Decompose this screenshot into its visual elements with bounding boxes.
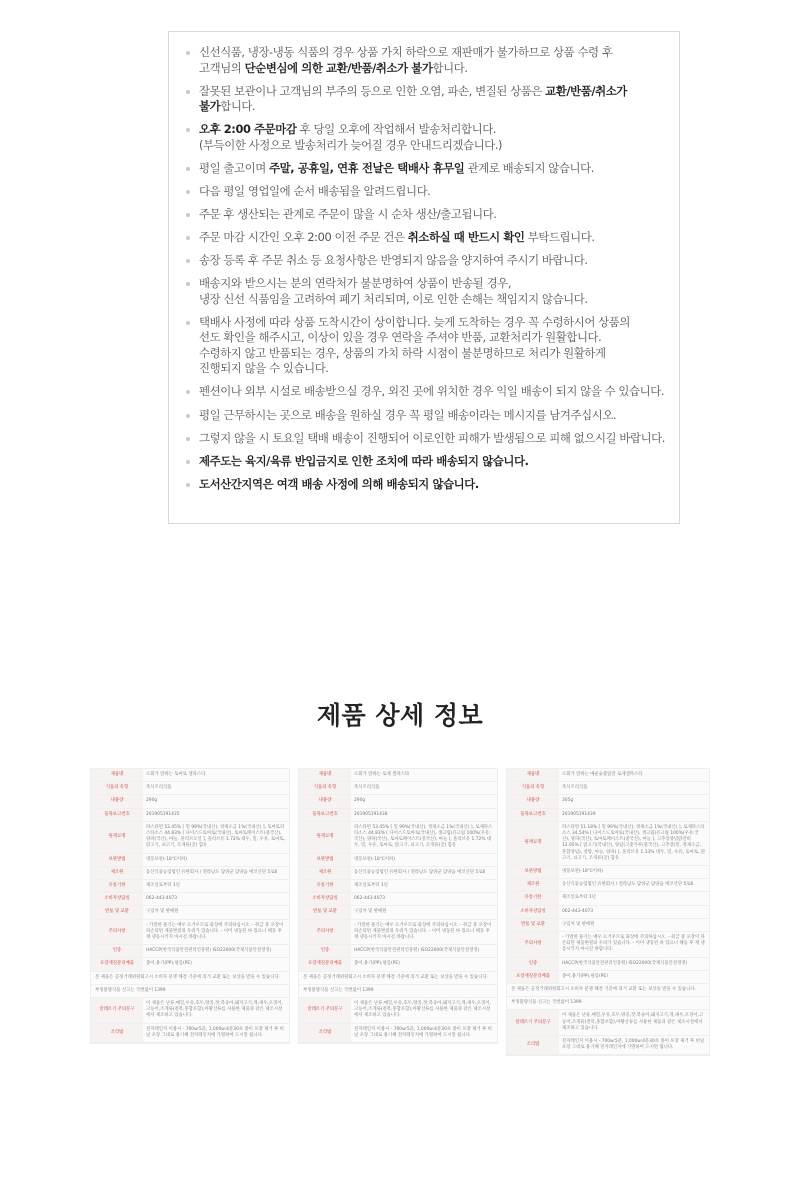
- table-label: 주의사항: [91, 919, 143, 945]
- table-value: 소회가 말하는 로제 셀파스타: [351, 769, 497, 782]
- notice-text: 주문 마감 시간인 오후 2:00 이전 주문 건은: [199, 230, 408, 245]
- product-table-rose: [298, 768, 498, 1044]
- table-value: 종이,용기(PP),필름(PE): [143, 958, 289, 971]
- table-value: 제조일로부터 1년: [559, 892, 709, 905]
- notice-text: 관계로 배송되지 않습니다.: [464, 160, 594, 175]
- table-row: [507, 957, 709, 970]
- table-label: 원재료명: [299, 821, 351, 853]
- table-label: 알레르기 주의문구: [91, 998, 143, 1024]
- table-label: 제품명: [507, 769, 559, 782]
- table-note: 본 제품은 공정거래위원회고시 소비자 분쟁 해결 기준에 의거 교환 또는 보상을 받을 수 있습니다.: [507, 984, 709, 997]
- table-label: 보관방법: [299, 853, 351, 866]
- table-row: [91, 795, 289, 808]
- table-row: [507, 970, 709, 983]
- product-info-tables: [90, 768, 710, 1173]
- table-note: 부정불량식품 신고는 국번없이 1399: [299, 984, 497, 997]
- notice-list: [183, 45, 665, 492]
- table-label: 포장재질분리배출: [299, 958, 351, 971]
- table-value: 이 제품은 난류,메밀,우유,호두,땅콩,잣,복숭아,돼지고기,게,새우,오징어,고등어,조개류(전복,홍합포함),아황산류를 사용한 제품과 같은 제조시설에서 제조하고 있습니다.: [559, 1010, 709, 1036]
- table-note: 본 제품은 공정거래위원회고시 소비자 분쟁 해결 기준에 의거 교환 또는 보상을 받을 수 있습니다.: [299, 971, 497, 984]
- table-value: 이 제품은 난류,메밀,우유,호두,땅콩,잣,복숭아,돼지고기,게,새우,오징어,고등어,조개류(전복,홍합포함),아황산류를 사용한 제품과 같은 제조시설에서 제조하고 있습니다.: [351, 998, 497, 1024]
- table-row: [507, 1036, 709, 1055]
- table-value: 소회가 말하는 토마토 셀파스타: [143, 769, 289, 782]
- table-row: [507, 866, 709, 879]
- table-row: [299, 782, 497, 795]
- notice-text: 냉장 신선 식품임을 고려하여 폐기 처리되며, 이로 인한 손해는 책임지지 않습니다.: [199, 291, 588, 306]
- table-row: [91, 945, 289, 958]
- table-row: [299, 1023, 497, 1042]
- table-value: 동산식품농업법인 유한회사 / 전라남도 담양군 담양읍 에코산단 5로6: [351, 866, 497, 879]
- notice-text: 평일 출고이며: [199, 160, 270, 175]
- table-label: 인증: [507, 957, 559, 970]
- table-label: 포장재질분리배출: [91, 958, 143, 971]
- notice-line: [199, 330, 665, 346]
- notice-text: 수령하지 않고 반품되는 경우, 상품의 가치 하락 시점이 불분명하므로 처리가 원활하게: [199, 345, 606, 360]
- notice-item: [183, 84, 665, 115]
- notice-emphasis: 불가: [199, 99, 221, 114]
- table-label: 제품명: [299, 769, 351, 782]
- notice-line: [199, 230, 665, 246]
- notice-item: [183, 122, 665, 153]
- table-row: [91, 893, 289, 906]
- table-row: [507, 932, 709, 958]
- table-value: - 가열한 용기는 매우 뜨거우므로 화상에 주의하십시오. - 취급 중 포장이 파손되면 제품변질의 우려가 있습니다. - 이미 냉동된 바 있으니 해동 후 재 냉동시키지 마시길 바랍니다.: [351, 919, 497, 945]
- table-label: 품목보고번호: [299, 808, 351, 821]
- notice-emphasis: 제주도는 육지/육류 반입금지로 인한 조치에 따라 배송되지 않습니다.: [199, 453, 529, 468]
- notice-text: 합니다.: [432, 60, 468, 75]
- notice-item: [183, 230, 665, 246]
- table-row: [299, 919, 497, 945]
- notice-line: [199, 431, 665, 447]
- table-label: 소비자상담실: [507, 905, 559, 918]
- notice-emphasis: 오후 2:00 주문마감: [199, 122, 297, 137]
- notice-text: 평일 근무하시는 곳으로 배송을 원하실 경우 꼭 평일 배송이라는 메시지를 남겨주십시오.: [199, 407, 617, 422]
- notice-text: 신선식품, 냉장-냉동 식품의 경우 상품 가치 하락으로 재판매가 불가하므로 상품 수령 후: [199, 45, 613, 59]
- table-value: HACCP(한국식품안전관리인증원) ISO22000(국제식품안전경영): [559, 957, 709, 970]
- table-value: 전자레인지 이용시 - 700w:5분, 1,000w:4분30초 종이 포장 제거 후 비닐 포장 그대로 용기째 전자레인지에 가열하여 드시면 됩니다.: [559, 1036, 709, 1055]
- notice-line: [199, 161, 665, 177]
- table-row: [91, 919, 289, 945]
- table-label: 인증: [91, 945, 143, 958]
- table-label: 알레르기 주의문구: [507, 1010, 559, 1036]
- notice-line: [199, 184, 665, 200]
- table-label: 보관방법: [507, 866, 559, 879]
- table-row: [299, 866, 497, 879]
- table-label: 인증: [299, 945, 351, 958]
- notice-text: 송장 등록 후 주문 취소 등 요청사항은 반영되지 않음을 양지하여 주시기 바랍니다.: [199, 253, 588, 268]
- notice-line: [199, 99, 665, 115]
- notice-line: [199, 361, 665, 377]
- table-label: 주의사항: [507, 932, 559, 958]
- product-table-tomato: [90, 768, 290, 1044]
- notice-text: 배송지와 받으시는 분의 연락처가 불분명하여 상품이 반송될 경우,: [199, 276, 512, 291]
- notice-text: 다음 평일 영업일에 순서 배송됨을 알려드립니다.: [199, 183, 431, 198]
- table-note: 본 제품은 공정거래위원회고시 소비자 분쟁 해결 기준에 의거 교환 또는 보상을 받을 수 있습니다.: [91, 971, 289, 984]
- table-label: 제조원: [299, 866, 351, 879]
- table-row: [507, 808, 709, 821]
- table-label: 식품의 유형: [91, 782, 143, 795]
- table-label: 소비자상담실: [91, 893, 143, 906]
- table-row: [299, 853, 497, 866]
- notice-text: 잘못된 보관이나 고객님의 부주의 등으로 인한 오염, 파손, 변질된 상품은: [199, 83, 546, 98]
- notice-line: [199, 454, 665, 470]
- table-value: 동산식품농업법인 유한회사 / 전라남도 담양군 담양읍 에코산단 5로6: [143, 866, 289, 879]
- table-row: [91, 821, 289, 853]
- table-value: 제조일로부터 1년: [143, 880, 289, 893]
- section-title: 제품 상세 정보: [316, 701, 484, 730]
- table-row: [91, 1023, 289, 1042]
- table-row: [299, 795, 497, 808]
- table-label: 품목보고번호: [507, 808, 559, 821]
- table-row: [91, 971, 289, 984]
- table-row: [91, 866, 289, 879]
- table-row: [299, 998, 497, 1024]
- notice-emphasis: 단순변심에 의한 교환/반품/취소가 불가: [244, 60, 433, 75]
- table-value: 290g: [351, 795, 497, 808]
- table-row: [91, 958, 289, 971]
- table-row: [507, 984, 709, 997]
- table-value: 즉석조리식품: [143, 782, 289, 795]
- table-value: 파스타면 53.45% [ 밀 99%(국내산), 정제소금 1%(국내산) ], 토마토파스타소스 44.83% [ 다이스드토마토(국내산), 토마토페이스트(중국산), 양파(국산), 마늘, 올리브오일 ], 올리브유 1.72% 대두, 밀, 우유, 토마토, 닭고기, 쇠고기, 조개류(굴) 함유: [143, 821, 289, 853]
- table-row: [91, 906, 289, 919]
- table-label: 원재료명: [507, 821, 559, 865]
- table-value: 즉석조리식품: [559, 782, 709, 795]
- notice-item: [183, 276, 665, 307]
- table-value: HACCP(한국식품안전관리인증원) ISO22000(국제식품안전경영): [143, 945, 289, 958]
- table-row: [507, 769, 709, 782]
- table-row: [299, 808, 497, 821]
- table-row: [299, 906, 497, 919]
- table-value: 201905191439: [559, 808, 709, 821]
- notice-line: [199, 253, 665, 269]
- table-value: 즉석조리식품: [351, 782, 497, 795]
- table-value: 냉동보관(-18℃이하): [351, 853, 497, 866]
- table-value: 전자레인지 이용시 - 700w:5분, 1,000w:4분30초 종이 포장 제거 후 비닐 포장 그대로 용기째 전자레인지에 가열하여 드시면 됩니다.: [351, 1023, 497, 1042]
- table-value: 냉동보관(-18℃이하): [143, 853, 289, 866]
- table-row: [91, 769, 289, 782]
- notice-text: 후 당일 오후에 작업해서 발송처리합니다.: [296, 122, 497, 137]
- notice-line: [199, 84, 665, 100]
- notice-line: [199, 276, 665, 292]
- table-value: 동산식품농업법인 유한회사 / 전라남도 담양군 담양읍 에코산단 5로6: [559, 879, 709, 892]
- table-label: 제조원: [91, 866, 143, 879]
- table-row: [299, 958, 497, 971]
- table-row: [299, 945, 497, 958]
- table-label: 식품의 유형: [299, 782, 351, 795]
- shipping-notice-box: [168, 31, 680, 524]
- notice-emphasis: 주말, 공휴일, 연휴 전날은 택배사 휴무일: [269, 160, 465, 175]
- table-value: 구입처 및 판매원: [559, 918, 709, 931]
- table-row: [91, 782, 289, 795]
- table-value: 구입처 및 판매원: [143, 906, 289, 919]
- table-value: 062-443-4073: [559, 905, 709, 918]
- table-label: 제조원: [507, 879, 559, 892]
- table-row: [91, 853, 289, 866]
- notice-line: [199, 207, 665, 223]
- table-value: 구입처 및 판매원: [351, 906, 497, 919]
- table-row: [299, 769, 497, 782]
- notice-line: [199, 292, 665, 308]
- table-row: [507, 905, 709, 918]
- table-value: 062-443-4073: [143, 893, 289, 906]
- table-value: 냉동보관(-18℃이하): [559, 866, 709, 879]
- notice-text: 펜션이나 외부 시설로 배송받으실 경우, 외진 곳에 위치한 경우 익일 배송이 되지 않을 수 있습니다.: [199, 384, 665, 399]
- notice-text: (부득이한 사정으로 발송처리가 늦어질 경우 안내드리겠습니다.): [199, 137, 503, 152]
- table-value: HACCP(한국식품안전관리인증원) ISO22000(국제식품안전경영): [351, 945, 497, 958]
- table-label: 알레르기 주의문구: [299, 998, 351, 1024]
- table-value: 종이,용기(PP),필름(PE): [351, 958, 497, 971]
- table-label: 원재료명: [91, 821, 143, 853]
- table-label: 내용량: [507, 795, 559, 808]
- table-value: 290g: [143, 795, 289, 808]
- table-row: [507, 821, 709, 865]
- table-row: [507, 879, 709, 892]
- table-label: 유통기한: [91, 880, 143, 893]
- table-value: 제조일로부터 1년: [351, 880, 497, 893]
- table-value: 305g: [559, 795, 709, 808]
- table-note: 부정불량식품 신고는 국번없이 1399: [507, 997, 709, 1010]
- table-value: 소회가 말하는 매운숯불닭갈 로제셀파스타: [559, 769, 709, 782]
- table-label: 반품 및 교환: [91, 906, 143, 919]
- table-row: [507, 997, 709, 1010]
- notice-item: [183, 184, 665, 200]
- table-value: 이 제품은 난류,메밀,우유,호두,땅콩,잣,복숭아,돼지고기,게,새우,오징어,고등어,조개류(전복,홍합포함),아황산류를 사용한 제품과 같은 제조시설에서 제조하고 있습니다.: [143, 998, 289, 1024]
- table-label: 소비자상담실: [299, 893, 351, 906]
- table-value: - 가열한 용기는 매우 뜨거우므로 화상에 주의하십시오. - 취급 중 포장이 파손되면 제품변질의 우려가 있습니다. - 이미 냉동된 바 있으니 해동 후 재 냉동시키지 마시길 바랍니다.: [559, 932, 709, 958]
- table-row: [507, 1010, 709, 1036]
- notice-item: [183, 161, 665, 177]
- notice-line: [199, 61, 665, 77]
- table-label: 주의사항: [299, 919, 351, 945]
- product-table-spicy-chicken-rose: [506, 768, 710, 1056]
- notice-item: [183, 408, 665, 424]
- table-row: [91, 998, 289, 1024]
- notice-text: 선도 확인을 해주시고, 이상이 있을 경우 연락을 주셔야 반품, 교환처리가 원활합니다.: [199, 330, 602, 345]
- notice-text: 주문 후 생산되는 관계로 주문이 많을 시 순차 생산/출고됩니다.: [199, 206, 497, 221]
- table-label: 식품의 유형: [507, 782, 559, 795]
- table-row: [299, 971, 497, 984]
- notice-text: 합니다.: [220, 99, 256, 114]
- table-label: 유통기한: [507, 892, 559, 905]
- notice-emphasis: 교환/반품/취소가: [545, 83, 627, 98]
- table-row: [507, 918, 709, 931]
- table-row: [299, 821, 497, 853]
- notice-line: [199, 138, 665, 154]
- table-label: 보관방법: [91, 853, 143, 866]
- table-label: 내용량: [91, 795, 143, 808]
- table-value: 전자레인지 이용시 - 700w:5분, 1,000w:4분30초 종이 포장 제거 후 비닐 포장 그대로 용기째 전자레인지에 가열하여 드시면 됩니다.: [143, 1023, 289, 1042]
- table-label: 반품 및 교환: [299, 906, 351, 919]
- notice-item: [183, 454, 665, 470]
- table-label: 품목보고번호: [91, 808, 143, 821]
- table-label: 조리법: [299, 1023, 351, 1042]
- notice-line: [199, 122, 665, 138]
- notice-text: 택배사 사정에 따라 상품 도착시간이 상이합니다. 늦게 도착하는 경우 꼭 수령하시어 상품의: [199, 314, 630, 329]
- notice-item: [183, 431, 665, 447]
- notice-line: [199, 346, 665, 362]
- table-row: [507, 795, 709, 808]
- table-row: [299, 880, 497, 893]
- table-row: [299, 984, 497, 997]
- table-value: - 가열한 용기는 매우 뜨거우므로 화상에 주의하십시오. - 취급 중 포장이 파손되면 제품변질의 우려가 있습니다. - 이미 냉동된 바 있으니 해동 후 재 냉동시키지 마시길 바랍니다.: [143, 919, 289, 945]
- table-label: 제품명: [91, 769, 143, 782]
- table-label: 내용량: [299, 795, 351, 808]
- table-label: 조리법: [507, 1036, 559, 1055]
- notice-item: [183, 315, 665, 377]
- table-label: 유통기한: [299, 880, 351, 893]
- notice-line: [199, 45, 665, 61]
- notice-text: 부탁드립니다.: [524, 230, 595, 245]
- table-value: 파스타면 53.45% [ 밀 99%(국내산), 정제소금 1%(국내산) ], 로제파스타소스 44.83% [ 다이스드토마토(국내산), 생크림(유크림 100%(우유:국산), 양파(국산), 토마토페이스트(중국산), 마늘 ], 올리브유 1.72% 대두, 밀, 우유, 토마토, 닭고기, 쇠고기, 조개류(굴) 함유: [351, 821, 497, 853]
- table-label: 반품 및 교환: [507, 918, 559, 931]
- notice-text: 진행되지 않을 수 있습니다.: [199, 361, 329, 376]
- table-value: 201905191438: [351, 808, 497, 821]
- notice-line: [199, 477, 665, 493]
- notice-emphasis: 취소하실 때 반드시 확인: [407, 230, 525, 245]
- table-value: 201905191435: [143, 808, 289, 821]
- table-value: 062-443-4073: [351, 893, 497, 906]
- table-note: 부정불량식품 신고는 국번없이 1399: [91, 984, 289, 997]
- notice-item: [183, 207, 665, 223]
- table-row: [299, 893, 497, 906]
- table-row: [91, 808, 289, 821]
- table-row: [91, 984, 289, 997]
- notice-item: [183, 477, 665, 493]
- notice-emphasis: 도서산간지역은 여객 배송 사정에 의해 배송되지 않습니다.: [199, 476, 479, 491]
- table-value: 파스타면 51.18% [ 밀 99%(국내산), 정제소금 1%(국내산) ], 로제파스타소스 34.54% [ 다이스드토마토(국내산), 생크림(유크림 100%(우유:국산), 양파(국산), 토마토페이스트(중국산), 마늘 ], 고추장양념닭갈비 12.95% [ 닭고기(국내산), 양념(고춧가루(중국산), 고추장(밀, 정제소금, 혼합양념), 설탕, 마늘, 양파) ], 올리브유 1.33% 대두, 밀, 우유, 토마토, 닭고기, 쇠고기, 조개류(굴) 함유: [559, 821, 709, 865]
- table-label: 조리법: [91, 1023, 143, 1042]
- notice-item: [183, 45, 665, 76]
- notice-item: [183, 253, 665, 269]
- notice-line: [199, 408, 665, 424]
- notice-line: [199, 315, 665, 331]
- table-value: 종이,용기(PP),필름(PE): [559, 970, 709, 983]
- notice-text: 그렇지 않을 시 토요일 택배 배송이 진행되어 이로인한 피해가 발생됨으로 피해 없으시길 바랍니다.: [199, 430, 666, 445]
- notice-line: [199, 384, 665, 400]
- notice-text: 고객님의: [199, 60, 245, 75]
- table-row: [507, 892, 709, 905]
- table-row: [91, 880, 289, 893]
- notice-item: [183, 384, 665, 400]
- table-label: 포장재질분리배출: [507, 970, 559, 983]
- table-row: [507, 782, 709, 795]
